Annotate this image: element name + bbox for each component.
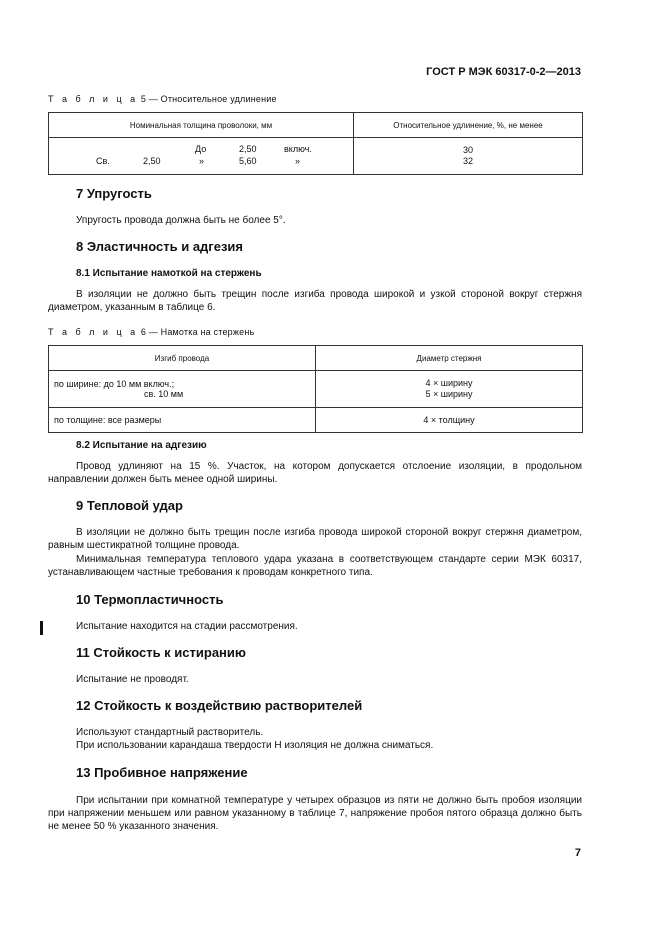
table6-width-cell bbox=[49, 371, 316, 408]
section-13-heading: 13 Пробивное напряжение bbox=[76, 765, 248, 780]
section-7-heading: 7 Упругость bbox=[76, 186, 152, 201]
section-9-paragraph-2: Минимальная температура теплового удара указана в соответствующем стандарте серии МЭК 60317, устанавливающем частные требования к проводам конкретного типа. bbox=[48, 554, 582, 578]
section-12-heading: 12 Стойкость к воздействию растворителей bbox=[76, 698, 363, 713]
section-7-text: Упругость провода должна быть не более 5°. bbox=[76, 215, 286, 226]
table6-caption bbox=[48, 327, 254, 337]
table5-col1-header: Номинальная толщина проволоки, мм bbox=[49, 113, 354, 138]
change-bar bbox=[40, 621, 43, 635]
t6-r1-line2: св. 10 мм bbox=[144, 389, 184, 399]
table5-thickness-cell bbox=[49, 138, 354, 175]
t6-r2-d1: 4 × толщину bbox=[316, 408, 583, 433]
table6-caption-prefix: Т а б л и ц а bbox=[48, 327, 139, 337]
section-8-2-paragraph: Провод удлиняют на 15 %. Участок, на котором допускается отслоение изоляции, в продольном направлении должен быть менее одной ширины. bbox=[48, 461, 582, 485]
table5-caption-text: 5 — Относительное удлинение bbox=[140, 94, 277, 104]
t5-r1-note: включ. bbox=[284, 144, 312, 154]
table5-col2-header: Относительное удлинение, %, не менее bbox=[354, 113, 583, 138]
t5-r2-from: 2,50 bbox=[143, 156, 161, 166]
section-13-paragraph: При испытании при комнатной температуре у четырех образцов из пяти не должно быть пробоя изоляции при напряжении меньшем или равном указанному в таблице 7, напряжение пробоя пятого образца должно быть не менее 50 % указанного значения. bbox=[48, 795, 582, 832]
section-11-heading: 11 Стойкость к истиранию bbox=[76, 645, 246, 660]
t5-r2-label: » bbox=[199, 156, 205, 166]
section-8-1-paragraph: В изоляции не должно быть трещин после изгиба провода широкой и узкой стороной вокруг стержня диаметром, указанным в таблице 6. bbox=[48, 289, 582, 313]
t5-r1-label: До bbox=[195, 144, 207, 154]
section-8-2-heading: 8.2 Испытание на адгезию bbox=[76, 440, 207, 451]
t5-r1-result: 30 bbox=[462, 145, 473, 155]
table5-caption bbox=[48, 94, 277, 104]
t5-r1-value: 2,50 bbox=[239, 144, 257, 154]
page-number: 7 bbox=[574, 847, 581, 859]
t6-r1-line1: по ширине: до 10 мм включ.; bbox=[54, 379, 175, 389]
section-10-text: Испытание находится на стадии рассмотрения. bbox=[76, 621, 298, 632]
section-12-line-2: При использовании карандаша твердости Н изоляция не должна сниматься. bbox=[76, 740, 434, 751]
t6-r1-d2: 5 × ширину bbox=[425, 389, 473, 399]
table-6 bbox=[48, 345, 583, 433]
table5-caption-prefix: Т а б л и ц а bbox=[48, 94, 139, 104]
section-11-text: Испытание не проводят. bbox=[76, 674, 189, 685]
t6-r1-d1: 4 × ширину bbox=[425, 378, 473, 388]
table6-col1-header: Изгиб провода bbox=[49, 346, 316, 371]
section-8-heading: 8 Эластичность и адгезия bbox=[76, 239, 243, 254]
t6-r2-line1: по толщине: все размеры bbox=[49, 408, 316, 433]
t5-r2-prefix: Св. bbox=[96, 156, 110, 166]
section-10-heading: 10 Термопластичность bbox=[76, 592, 224, 607]
t5-r2-value: 5,60 bbox=[239, 156, 257, 166]
table6-caption-text: 6 — Намотка на стержень bbox=[140, 327, 255, 337]
table-5 bbox=[48, 112, 583, 175]
section-9-paragraph-1: В изоляции не должно быть трещин после изгиба провода широкой стороной вокруг стержня диаметром, равным шестикратной толщине провода. bbox=[48, 527, 582, 551]
t5-r2-note: » bbox=[295, 156, 301, 166]
table5-elongation-cell bbox=[354, 138, 583, 175]
table6-width-diameter-cell bbox=[316, 371, 583, 408]
t5-r2-result: 32 bbox=[462, 156, 473, 166]
document-header: ГОСТ Р МЭК 60317-0-2—2013 bbox=[426, 66, 581, 78]
table6-col2-header: Диаметр стержня bbox=[316, 346, 583, 371]
section-8-1-heading: 8.1 Испытание намоткой на стержень bbox=[76, 268, 262, 279]
section-12-line-1: Используют стандартный растворитель. bbox=[76, 727, 264, 738]
section-9-heading: 9 Тепловой удар bbox=[76, 498, 183, 513]
